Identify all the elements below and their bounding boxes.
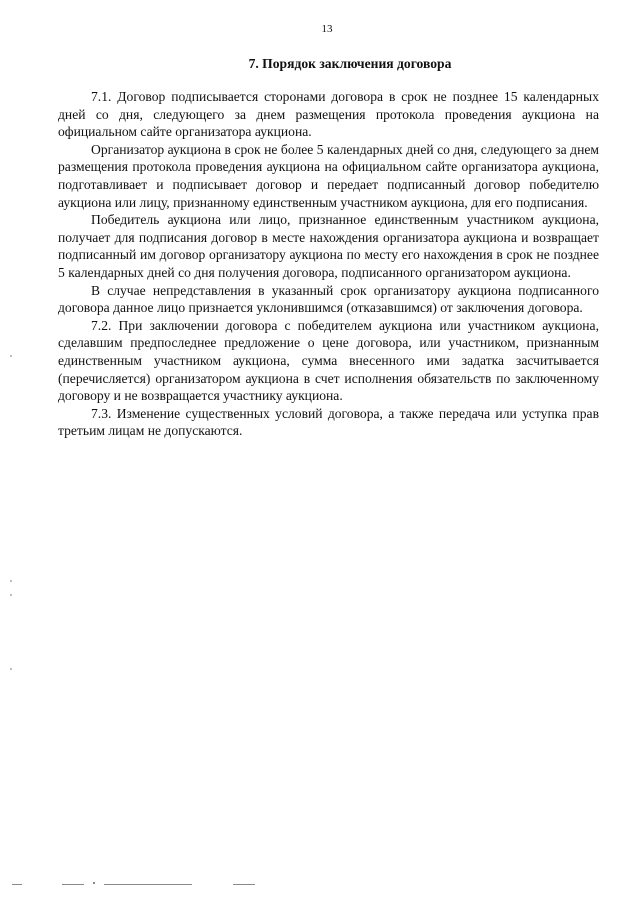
footer-rule [62,884,84,885]
section-title: 7. Порядок заключения договора [248,56,452,71]
footer-rule [233,884,255,885]
footer-rule [12,884,22,885]
page-number: 13 [321,23,333,35]
paragraph-7-1: 7.1. Договор подписывается сторонами договора в срок не позднее 15 календарных дней со дня, следующего за днем размещения протокола проведения аукциона на официальном сайте организатора аукциона. [58,89,599,140]
paragraph-non-submission: В случае непредставления в указанный срок организатору аукциона подписанного договора данное лицо признается уклонившимся (отказавшимся) от заключения договора. [58,282,599,316]
footer-dot [93,882,95,884]
scan-mark [10,668,12,670]
paragraph-organizer-duty: Организатор аукциона в срок не более 5 календарных дней со дня, следующего за днем размещения протокола проведения аукциона на официальном сайте организатора аукциона, подготавливает и подписывает договор и передает подписанный договор победителю аукциона или лицу, признанному единственным участником аукциона, для его подписания. [58,141,599,210]
scan-mark [10,594,12,596]
footer-rule [104,884,192,885]
paragraph-7-3: 7.3. Изменение существенных условий договора, а также передача или уступка прав третьим лицам не допускаются. [58,405,599,439]
scan-mark [10,580,12,582]
paragraph-winner-duty: Победитель аукциона или лицо, признанное единственным участником аукциона, получает для подписания договор в месте нахождения организатора аукциона и возвращает подписанный им договор организатору аукциона по месту его нахождения в срок не позднее 5 календарных дней со дня получения договора, подписанного организатором аукциона. [58,212,599,280]
paragraph-7-2: 7.2. При заключении договора с победителем аукциона или участником аукциона, сделавшим предпоследнее предложение о цене договора, или участником, признанным единственным участником аукциона, сумма внесенного ими задатка засчитывается (перечисляется) организатором аукциона в счет исполнения обязательств по заключенному договору и не возвращается участнику аукциона. [58,317,599,404]
section-body [58,88,599,440]
scan-mark [10,355,12,357]
